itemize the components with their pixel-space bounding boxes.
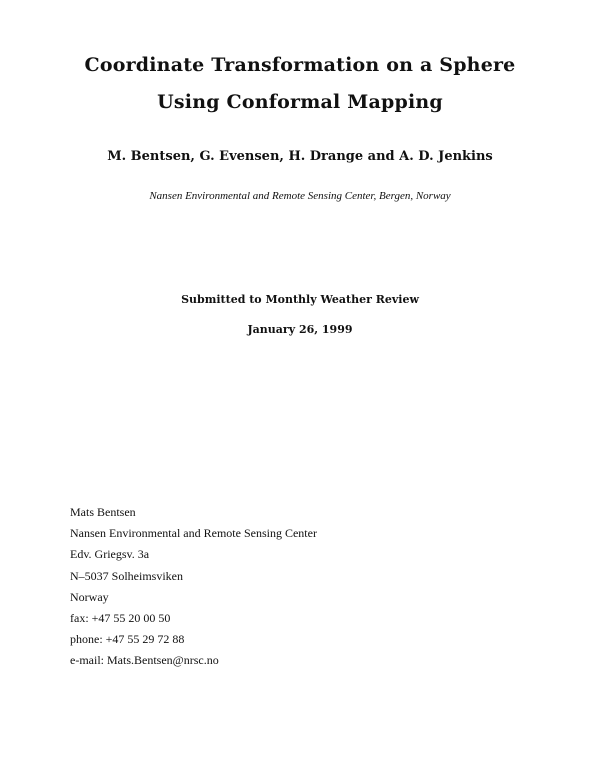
contact-street: Edv. Griegsv. 3a <box>70 547 150 562</box>
submission-date: January 26, 1999 <box>247 323 353 336</box>
contact-country: Norway <box>70 589 109 604</box>
paper-title-line-2: Using Conformal Mapping <box>157 91 443 113</box>
paper-title-line-1: Coordinate Transformation on a Sphere <box>84 54 516 76</box>
contact-name: Mats Bentsen <box>70 505 136 519</box>
contact-email: e-mail: Mats.Bentsen@nrsc.no <box>70 653 219 668</box>
submission-journal: Submitted to Monthly Weather Review <box>181 293 419 306</box>
author-affiliation: Nansen Environmental and Remote Sensing Center, Bergen, Norway <box>149 190 451 202</box>
author-list: M. Bentsen, G. Evensen, H. Drange and A. D. Jenkins <box>107 149 493 164</box>
contact-postal: N–5037 Solheimsviken <box>70 568 183 583</box>
contact-phone: phone: +47 55 29 72 88 <box>70 632 185 647</box>
contact-fax: fax: +47 55 20 00 50 <box>70 611 171 626</box>
contact-address-block <box>70 502 317 672</box>
contact-organization: Nansen Environmental and Remote Sensing Center <box>70 526 317 541</box>
